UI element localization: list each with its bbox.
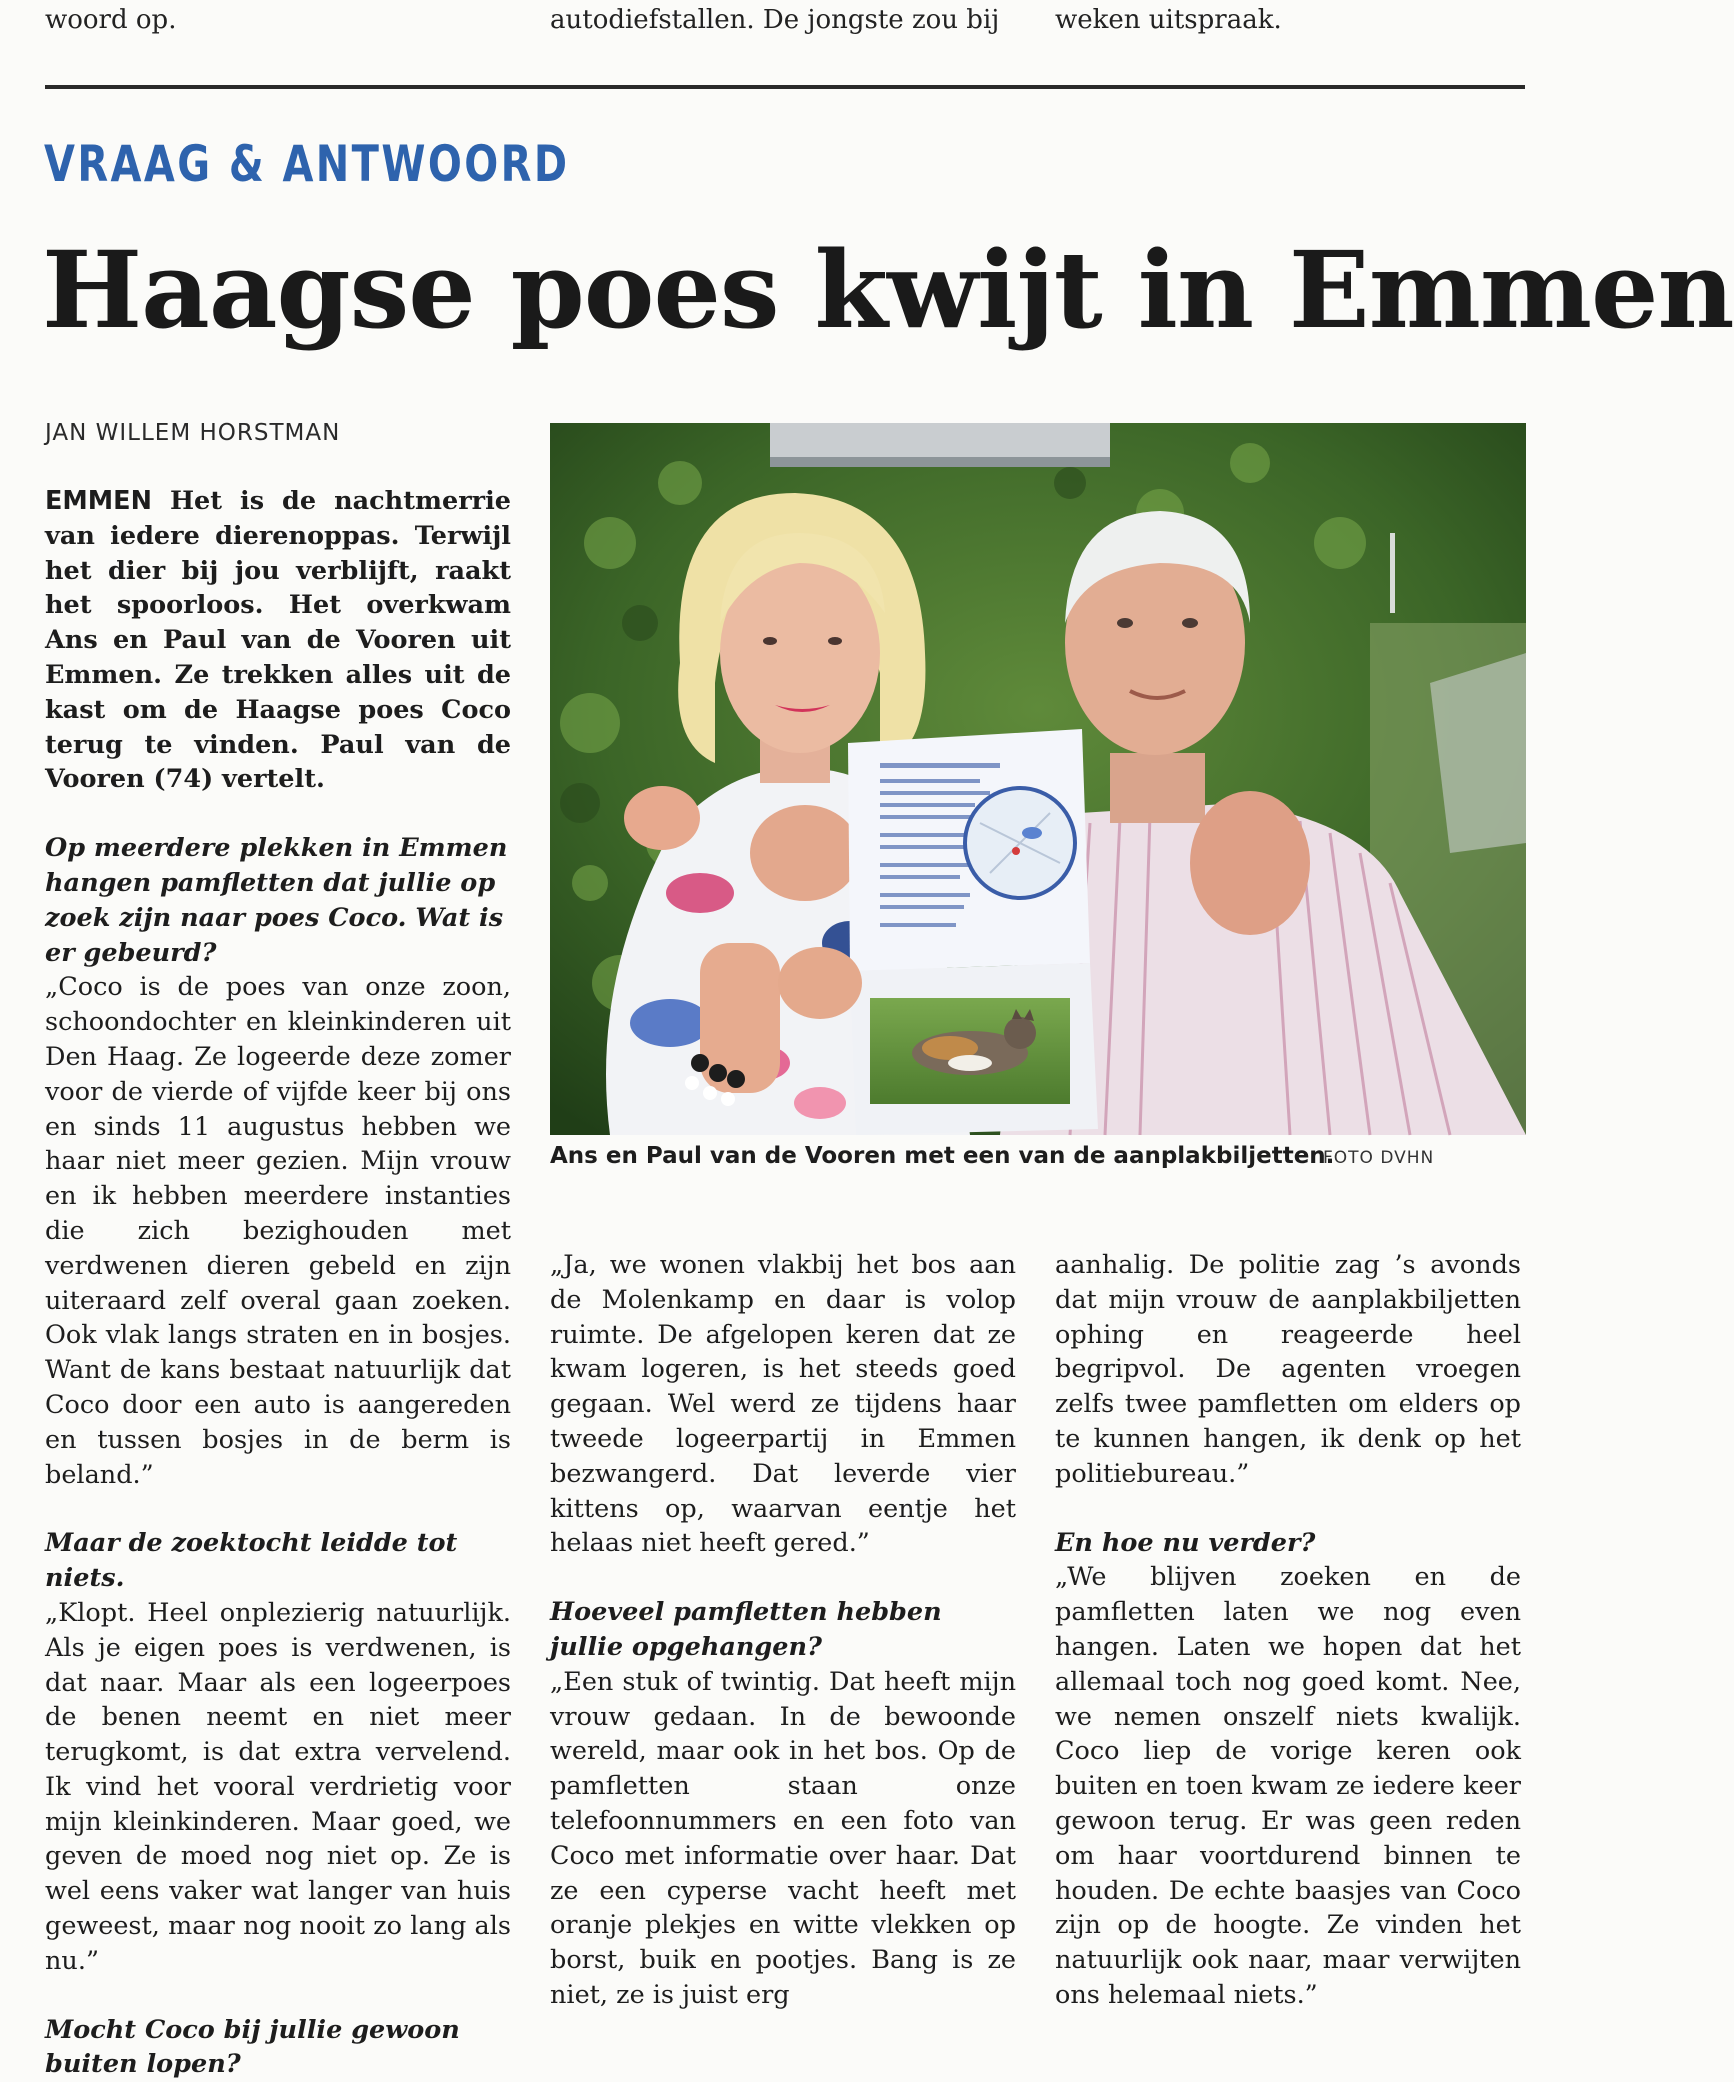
article-column-3 xyxy=(1055,1248,1521,2013)
question-5: En hoe nu verder? xyxy=(1055,1527,1316,1558)
previous-article-fragment-col1: woord op. xyxy=(45,5,177,35)
section-kicker: VRAAG & ANTWOORD xyxy=(44,135,570,193)
question-3: Mocht Coco bij jullie gewoon buiten lopen? xyxy=(45,2014,460,2080)
answer-3: „Ja, we wonen vlakbij het bos aan de Molenkamp en daar is volop ruimte. De afgelopen keren dat ze kwam logeren, is het steeds goed gegaan. Wel werd ze tijdens haar tweede logeerpartij in Emmen bezwangerd. Dat leverde vier kittens op, waarvan eentje het helaas niet heeft gered.” xyxy=(550,1250,1016,1559)
answer-1: „Coco is de poes van onze zoon, schoondochter en kleinkinderen uit Den Haag. Ze logeerde deze zomer voor de vierde of vijfde keer bij ons en sinds 11 augustus hebben we haar niet meer gezien. Mijn vrouw en ik hebben meerdere instanties die zich bezighouden met verdwenen dieren gebeld en zijn uiteraard zelf overal gaan zoeken. Ook vlak langs straten en in bosjes. Want de kans bestaat natuurlijk dat Coco door een auto is aangereden en tussen bosjes in de berm is beland.” xyxy=(45,972,511,1490)
section-divider xyxy=(45,85,1525,89)
article-column-1 xyxy=(45,484,511,2082)
photo-credit: FOTO DVHN xyxy=(1323,1148,1435,1168)
article-byline: JAN WILLEM HORSTMAN xyxy=(45,420,341,446)
previous-article-fragment-col3: weken uitspraak. xyxy=(1055,5,1282,35)
article-photo xyxy=(550,423,1526,1135)
intro-text: Het is de nachtmerrie van iedere dierenoppas. Terwijl het dier bij jou verblijft, raakt het spoorloos. Het overkwam Ans en Paul van de Vooren uit Emmen. Ze trekken alles uit de kast om de Haagse poes Coco terug te vinden. Paul van de Vooren (74) vertelt. xyxy=(45,486,511,795)
answer-4: „Een stuk of twintig. Dat heeft mijn vrouw gedaan. In de bewoonde wereld, maar ook in het bos. Op de pamfletten staan onze telefoonnummers en een foto van Coco met informatie over haar. Dat ze een cyperse vacht heeft met oranje plekjes en witte vlekken op borst, buik en pootjes. Bang is ze niet, ze is juist erg xyxy=(550,1666,1016,2010)
dateline: EMMEN xyxy=(45,486,152,516)
answer-4-continued: aanhalig. De politie zag ’s avonds dat mijn vrouw de aanplakbiljetten ophing en reageerde heel begripvol. De agenten vroegen zelfs twee pamfletten om elders op te kunnen hangen, ik denk op het politiebureau.” xyxy=(1055,1250,1521,1489)
question-4: Hoeveel pamfletten hebben jullie opgehangen? xyxy=(550,1597,942,1662)
article-intro xyxy=(45,484,511,797)
question-2: Maar de zoektocht leidde tot niets. xyxy=(45,1528,458,1594)
article-headline: Haagse poes kwijt in Emmen xyxy=(42,227,1734,352)
article-column-2 xyxy=(550,1248,1016,2013)
answer-5: „We blijven zoeken en de pamfletten laten we nog even hangen. Laten we hopen dat het allemaal toch nog goed komt. Nee, we nemen onszelf niets kwalijk. Coco liep de vorige keren ook buiten en toen kwam ze iedere keer gewoon terug. Er was geen reden om haar voortdurend binnen te houden. De echte baasjes van Coco zijn op de hoogte. Ze vinden het natuurlijk ook naar, maar verwijten ons helemaal niets.” xyxy=(1055,1562,1521,2010)
question-1: Op meerdere plekken in Emmen hangen pamfletten dat jullie op zoek zijn naar poes Coco. Wat is er gebeurd? xyxy=(45,833,508,968)
photo-caption: Ans en Paul van de Vooren met een van de aanplakbiljetten. xyxy=(550,1143,1335,1169)
photo-couple-with-poster xyxy=(550,423,1526,1135)
answer-2: „Klopt. Heel onplezierig natuurlijk. Als je eigen poes is verdwenen, is dat naar. Maar als een logeerpoes de benen neemt en niet meer terugkomt, is dat extra vervelend. Ik vind het vooral verdrietig voor mijn kleinkinderen. Maar goed, we geven de moed nog niet op. Ze is wel eens vaker wat langer van huis geweest, maar nog nooit zo lang als nu.” xyxy=(45,1597,511,1976)
previous-article-fragment-col2: autodiefstallen. De jongste zou bij xyxy=(550,5,1000,35)
missing-cat-poster xyxy=(848,729,1098,1135)
